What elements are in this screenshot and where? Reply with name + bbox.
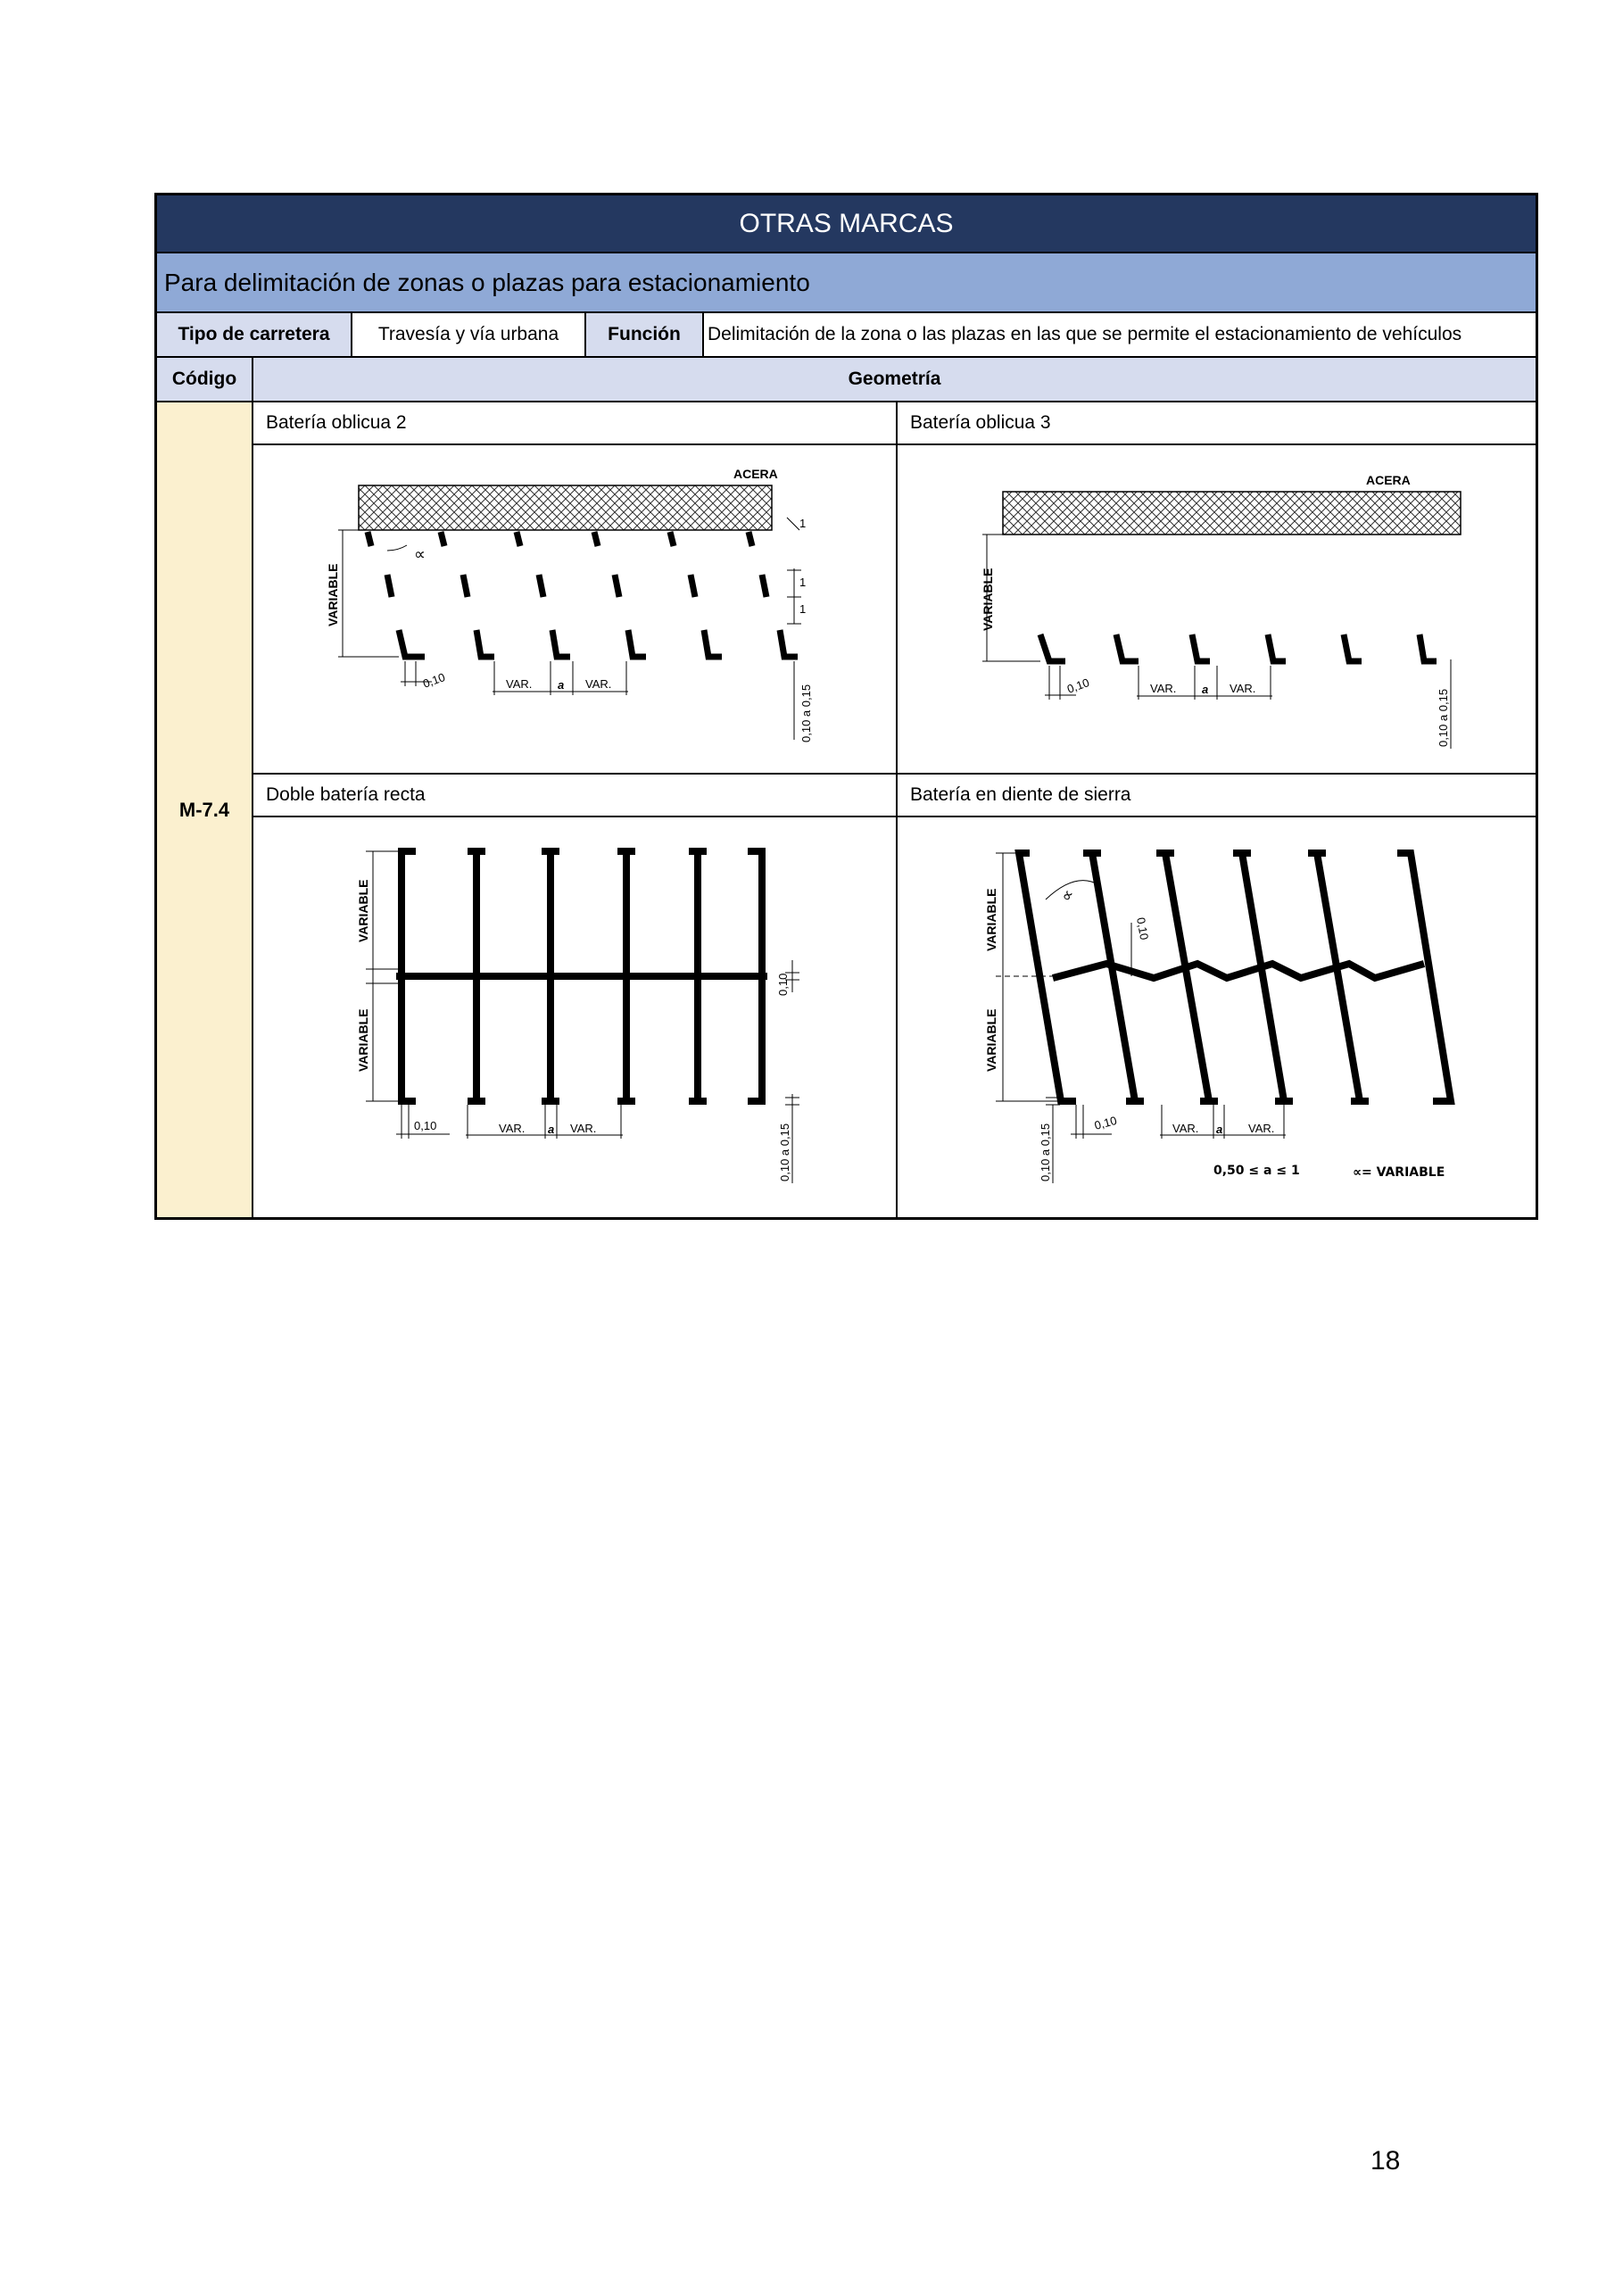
- figure-title-double-straight: Doble batería recta: [253, 775, 898, 817]
- marking-row: [157, 402, 1536, 1217]
- divider-line: [1092, 853, 1135, 1101]
- alpha-label: ∝: [414, 545, 426, 564]
- figure-title-oblique-2: Batería oblicua 2: [253, 402, 898, 445]
- variable-label-bottom: VARIABLE: [984, 1008, 998, 1072]
- parking-strokes: [1040, 634, 1437, 661]
- stroke-lower: [1420, 634, 1437, 661]
- road-type-value: Travesía y vía urbana: [352, 313, 586, 356]
- stroke-lower: [1192, 634, 1210, 661]
- stroke-lower: [628, 630, 646, 657]
- variable-label-bottom: VARIABLE: [356, 1008, 370, 1072]
- sidewalk-label: ACERA: [1366, 473, 1411, 487]
- figure-oblique-2: [253, 445, 898, 775]
- info-row: [157, 313, 1536, 358]
- divider-line: [1165, 853, 1209, 1101]
- zigzag-width-label: 0,10: [1134, 916, 1152, 941]
- variable-label: VARIABLE: [326, 563, 340, 626]
- range-label: 0,10 a 0,15: [778, 1123, 791, 1181]
- stroke-lower: [780, 630, 798, 657]
- var-label-right: VAR.: [570, 1122, 597, 1135]
- stroke-lower: [399, 630, 425, 657]
- function-label: Función: [586, 313, 704, 356]
- sawtooth-diagram: [898, 817, 1540, 1214]
- sidewalk-hatch: [1003, 492, 1461, 535]
- dimension-one-mark: [787, 518, 799, 530]
- column-header-row: [157, 358, 1536, 402]
- double-straight-diagram: [253, 817, 896, 1214]
- stroke-middle: [762, 575, 766, 597]
- sheet-subtitle: Para delimitación de zonas o plazas para estacionamiento: [157, 253, 1536, 313]
- range-label: 0,10 a 0,15: [1039, 1123, 1052, 1181]
- end-bracket-right: [1397, 853, 1451, 1101]
- dimension-lines: [338, 518, 801, 740]
- width-label: 0,10: [420, 670, 447, 691]
- oblique-2-diagram: [253, 445, 896, 773]
- stroke-middle: [387, 575, 392, 597]
- var-label-left: VAR.: [1150, 682, 1177, 695]
- center-width-label: 0,10: [776, 973, 790, 996]
- width-label: 0,10: [1064, 676, 1091, 696]
- parking-strokes: [368, 532, 798, 657]
- variable-label-top: VARIABLE: [984, 888, 998, 951]
- figure-title-oblique-3: Batería oblicua 3: [898, 402, 1536, 445]
- parking-strokes: [396, 851, 767, 1101]
- stroke-middle: [539, 575, 543, 597]
- alpha-variable-note: ∝= VARIABLE: [1353, 1165, 1445, 1180]
- stroke-lower: [1344, 634, 1362, 661]
- road-type-label: Tipo de carretera: [157, 313, 352, 356]
- figure-oblique-3: [898, 445, 1536, 775]
- dimension-one-label: 1: [799, 517, 807, 530]
- sidewalk-hatch: [359, 485, 772, 530]
- figure-sawtooth: [898, 817, 1536, 1217]
- divider-line: [1242, 853, 1284, 1101]
- stroke-middle: [463, 575, 468, 597]
- stroke-lower: [1040, 634, 1065, 661]
- variable-label: VARIABLE: [981, 568, 995, 631]
- dimension-one-label: 1: [799, 576, 807, 589]
- code-column-header: Código: [157, 358, 253, 401]
- stroke-upper: [368, 532, 371, 546]
- stroke-lower: [1268, 634, 1286, 661]
- marking-sheet: [154, 193, 1538, 1220]
- var-label-right: VAR.: [1230, 682, 1256, 695]
- a-range-note: 0,50 ≤ a ≤ 1: [1213, 1164, 1300, 1178]
- stroke-upper: [749, 532, 752, 546]
- figure-title-sawtooth: Batería en diente de sierra: [898, 775, 1536, 817]
- var-label-right: VAR.: [585, 677, 612, 691]
- stroke-upper: [670, 532, 674, 546]
- function-value: Delimitación de la zona o las plazas en las que se permite el estacionamiento de vehículos: [708, 324, 1462, 344]
- divider-line: [1317, 853, 1360, 1101]
- alpha-label: ∝: [1056, 885, 1079, 906]
- angle-arc: [387, 545, 407, 551]
- geometry-grid: [253, 402, 1536, 1217]
- dimension-lines: [982, 535, 1451, 749]
- sheet-title: OTRAS MARCAS: [157, 195, 1536, 253]
- oblique-3-diagram: [898, 445, 1540, 773]
- variable-label-top: VARIABLE: [356, 879, 370, 942]
- a-label: a: [548, 1123, 555, 1136]
- width-label: 0,10: [1092, 1113, 1119, 1132]
- stroke-middle: [615, 575, 619, 597]
- var-label-left: VAR.: [499, 1122, 526, 1135]
- a-label: a: [558, 678, 565, 692]
- var-label-left: VAR.: [1172, 1122, 1199, 1135]
- range-label: 0,10 a 0,15: [1437, 688, 1450, 747]
- stroke-upper: [441, 532, 444, 546]
- dimension-one-label: 1: [799, 602, 807, 616]
- parking-strokes: [1019, 853, 1451, 1101]
- geometry-column-header: Geometría: [848, 369, 941, 389]
- range-label: 0,10 a 0,15: [799, 684, 813, 742]
- a-label: a: [1202, 683, 1209, 696]
- stroke-lower: [552, 630, 570, 657]
- stroke-lower: [476, 630, 494, 657]
- var-label-left: VAR.: [506, 677, 533, 691]
- stroke-upper: [594, 532, 598, 546]
- stroke-lower: [1116, 634, 1139, 661]
- width-label: 0,10: [414, 1119, 437, 1132]
- a-label: a: [1216, 1123, 1223, 1136]
- stroke-upper: [517, 532, 520, 546]
- sidewalk-label: ACERA: [733, 467, 778, 481]
- stroke-lower: [704, 630, 722, 657]
- page-number: 18: [1370, 2146, 1401, 2176]
- stroke-middle: [691, 575, 695, 597]
- figure-double-straight: [253, 817, 898, 1217]
- marking-code: M-7.4: [157, 402, 253, 1217]
- var-label-right: VAR.: [1248, 1122, 1275, 1135]
